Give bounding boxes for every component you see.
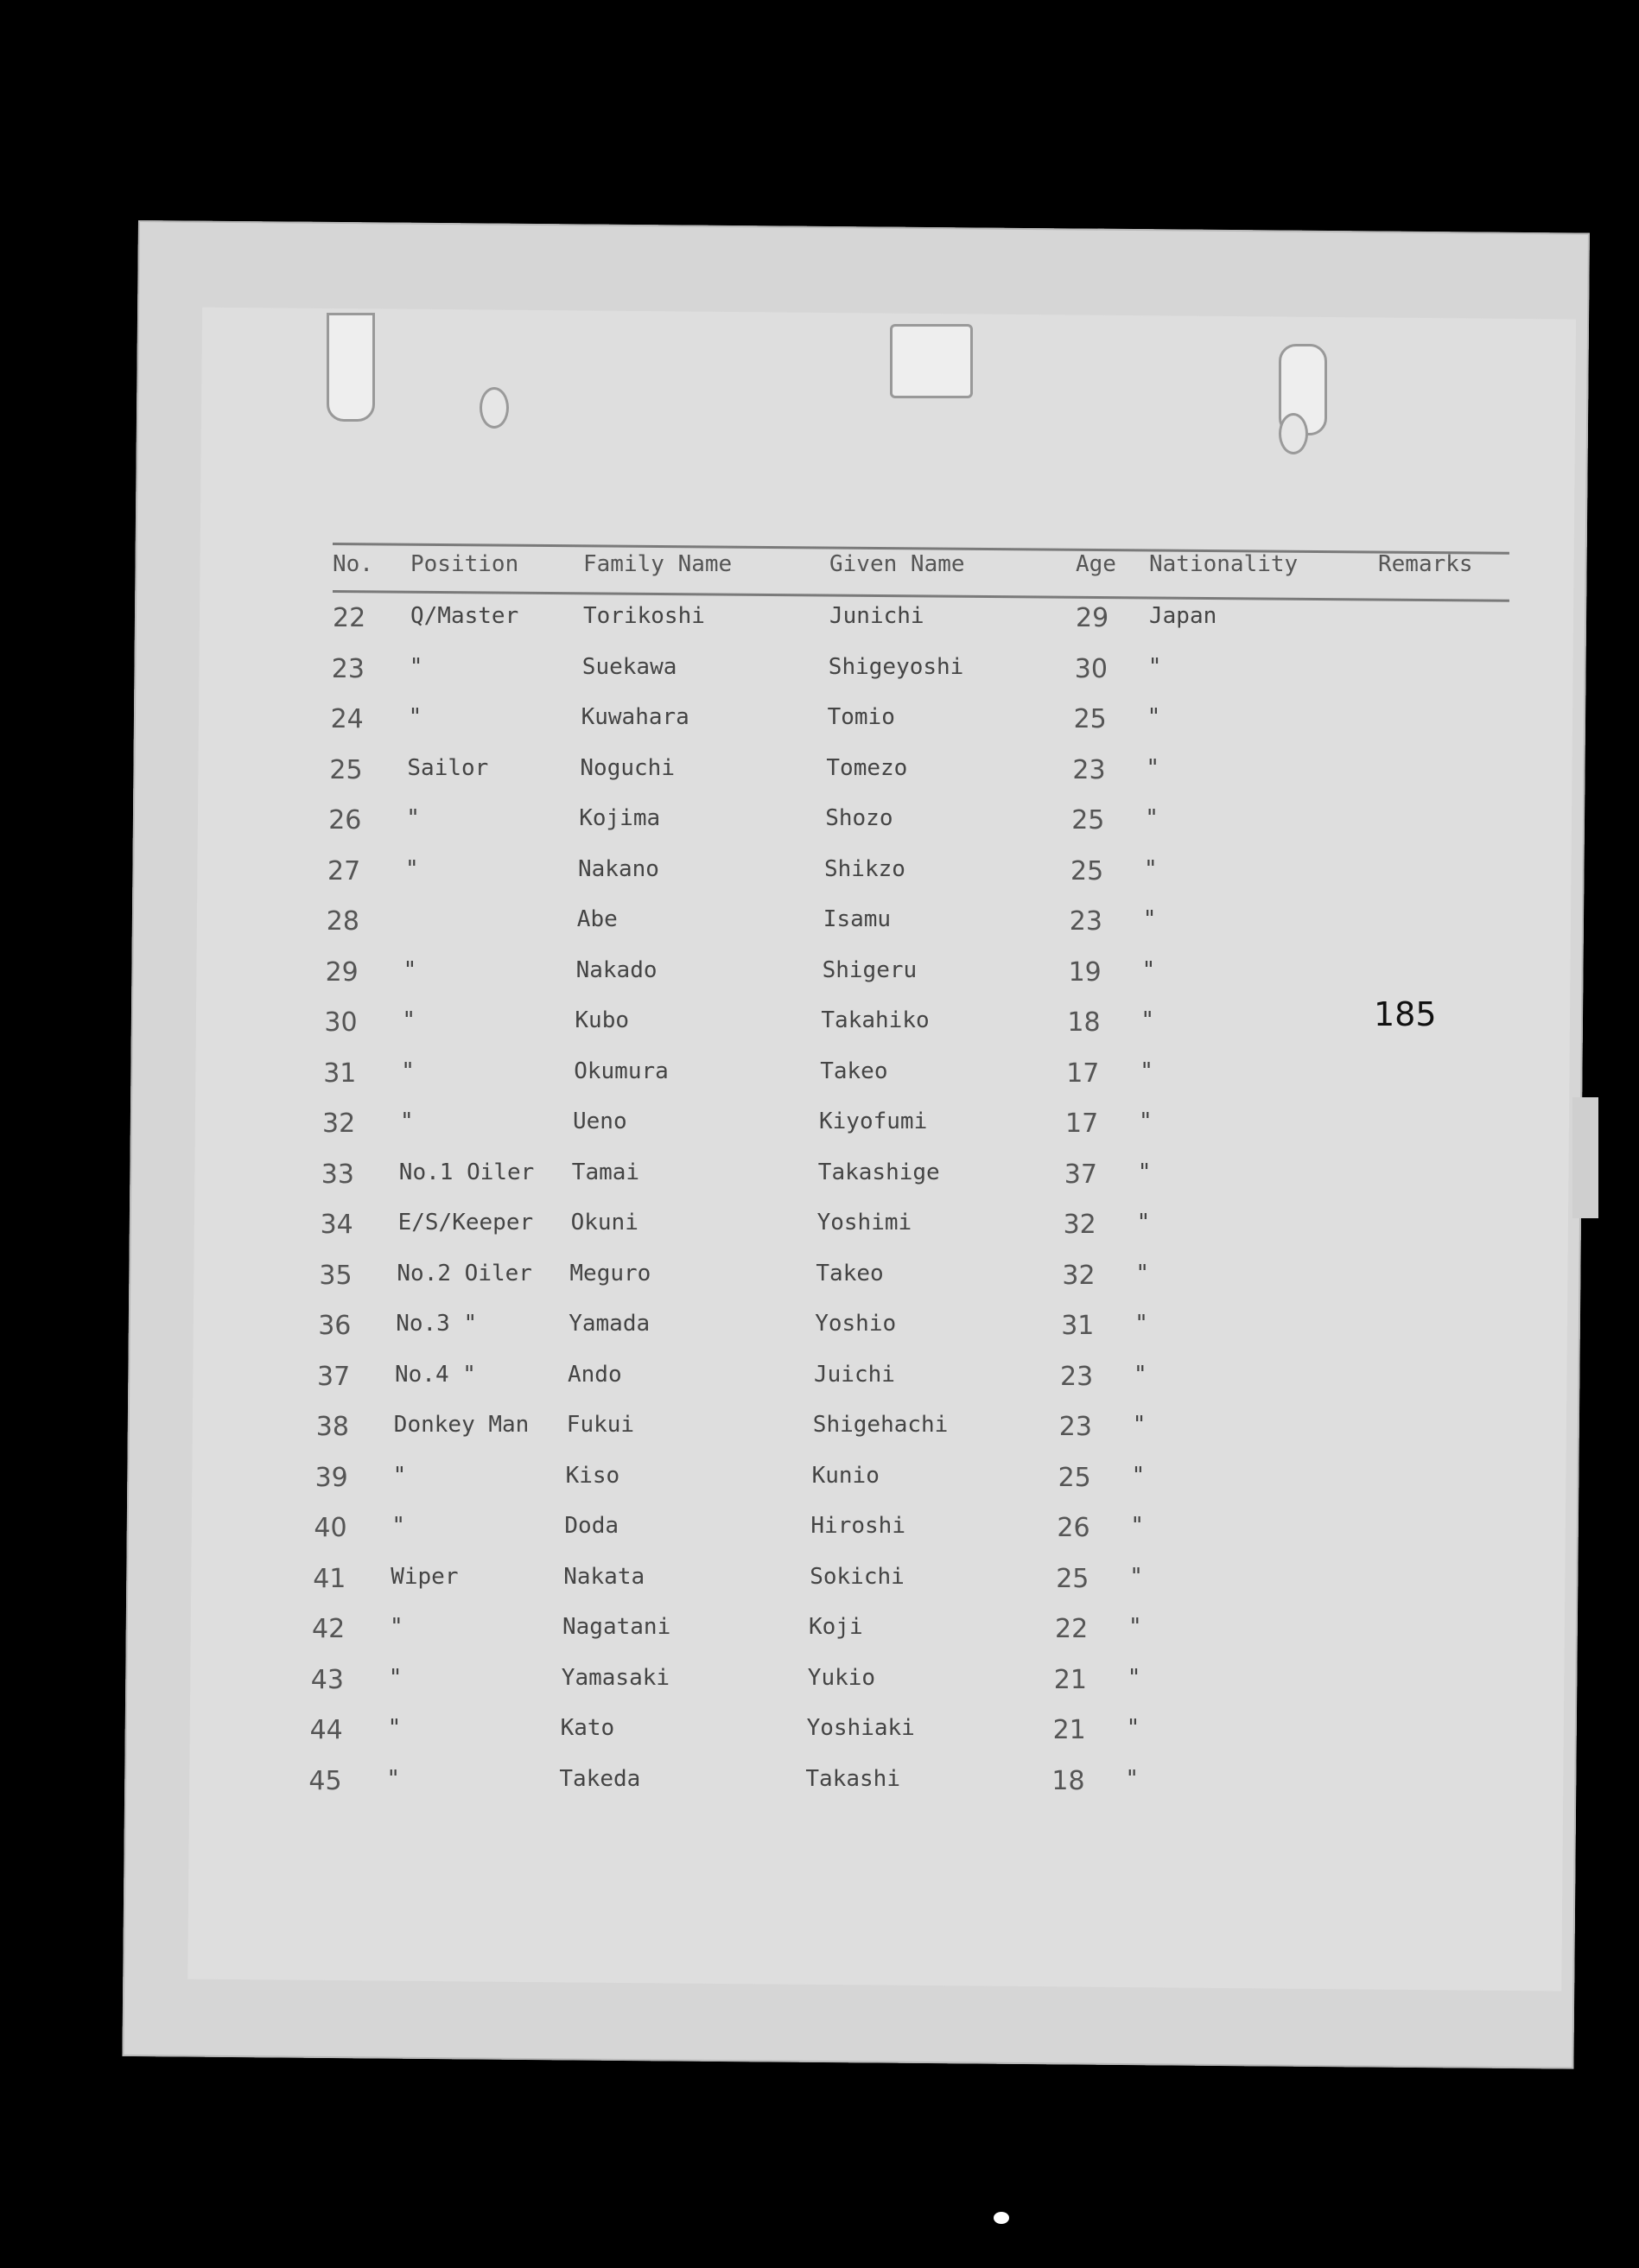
row-age: 23 bbox=[1058, 1412, 1092, 1442]
row-family-name: Yamasaki bbox=[561, 1664, 670, 1691]
row-given-name: Shikzo bbox=[824, 855, 905, 882]
table-row bbox=[327, 856, 1511, 907]
header-nationality: Nationality bbox=[1149, 551, 1299, 577]
table-row bbox=[315, 1463, 1499, 1514]
row-age: 21 bbox=[1053, 1664, 1087, 1695]
header-age: Age bbox=[1076, 551, 1116, 577]
header-position: Position bbox=[410, 551, 519, 577]
row-nationality: " bbox=[1146, 754, 1160, 781]
row-position: " bbox=[392, 1462, 407, 1489]
row-nationality: " bbox=[1137, 1159, 1152, 1185]
row-nationality: " bbox=[1142, 906, 1157, 932]
row-number: 35 bbox=[319, 1260, 353, 1291]
row-nationality: " bbox=[1125, 1765, 1140, 1792]
row-number: 39 bbox=[314, 1462, 348, 1493]
row-age: 30 bbox=[1074, 653, 1108, 684]
row-given-name: Sokichi bbox=[810, 1563, 905, 1590]
row-nationality: " bbox=[1134, 1361, 1147, 1388]
row-family-name: Ueno bbox=[573, 1109, 627, 1134]
row-age: 37 bbox=[1064, 1159, 1097, 1190]
row-family-name: Nakado bbox=[575, 956, 658, 983]
row-age: 18 bbox=[1051, 1765, 1085, 1796]
row-position: " bbox=[388, 1664, 403, 1691]
row-position: " bbox=[386, 1765, 401, 1792]
row-number: 22 bbox=[333, 603, 366, 633]
row-nationality: " bbox=[1136, 1210, 1151, 1236]
row-nationality: " bbox=[1147, 653, 1162, 680]
table-header-row bbox=[333, 551, 1516, 603]
row-position: " bbox=[387, 1715, 402, 1741]
table-row bbox=[319, 1261, 1502, 1312]
row-given-name: Juichi bbox=[814, 1361, 895, 1388]
row-age: 32 bbox=[1063, 1210, 1096, 1240]
table-row bbox=[322, 1109, 1506, 1159]
speck bbox=[994, 2212, 1009, 2224]
row-family-name: Kojima bbox=[579, 805, 661, 831]
row-number: 23 bbox=[331, 653, 365, 684]
row-family-name: Nagatani bbox=[562, 1614, 671, 1640]
row-number: 26 bbox=[328, 805, 362, 835]
row-given-name: Isamu bbox=[823, 906, 892, 932]
table-row bbox=[312, 1614, 1496, 1665]
row-number: 43 bbox=[310, 1664, 344, 1695]
row-given-name: Shigeyoshi bbox=[828, 653, 964, 680]
row-nationality: " bbox=[1127, 1664, 1141, 1691]
row-position: No.3 " bbox=[396, 1311, 478, 1337]
row-number: 27 bbox=[327, 855, 361, 886]
row-position: " bbox=[390, 1614, 403, 1640]
table-row bbox=[329, 755, 1513, 806]
row-number: 32 bbox=[322, 1109, 356, 1139]
row-given-name: Takeo bbox=[816, 1260, 884, 1286]
under-sheet-edge bbox=[1572, 1097, 1598, 1218]
binder-clip-left bbox=[327, 313, 375, 422]
table-row bbox=[316, 1412, 1500, 1463]
row-family-name: Kato bbox=[560, 1715, 615, 1741]
row-position: Sailor bbox=[407, 754, 489, 781]
row-family-name: Noguchi bbox=[580, 754, 675, 781]
row-family-name: Kiso bbox=[565, 1462, 620, 1489]
row-age: 23 bbox=[1069, 906, 1102, 937]
row-position: " bbox=[406, 805, 420, 831]
table-row bbox=[327, 906, 1510, 957]
row-number: 40 bbox=[314, 1513, 347, 1543]
row-age: 17 bbox=[1065, 1109, 1099, 1139]
row-position: No.2 Oiler bbox=[397, 1260, 532, 1286]
row-age: 25 bbox=[1056, 1563, 1089, 1594]
row-nationality: " bbox=[1129, 1563, 1143, 1590]
row-number: 44 bbox=[309, 1715, 343, 1745]
row-given-name: Shigeru bbox=[822, 956, 918, 983]
row-nationality: " bbox=[1144, 855, 1158, 882]
row-position: " bbox=[405, 855, 419, 882]
row-nationality: " bbox=[1126, 1715, 1140, 1741]
row-position: Wiper bbox=[391, 1563, 459, 1590]
row-family-name: Yamada bbox=[569, 1311, 651, 1337]
row-position: " bbox=[403, 956, 417, 983]
table-row bbox=[308, 1766, 1492, 1817]
row-age: 22 bbox=[1055, 1614, 1089, 1644]
row-age: 17 bbox=[1066, 1058, 1100, 1089]
row-family-name: Okumura bbox=[574, 1058, 669, 1084]
row-nationality: " bbox=[1128, 1614, 1142, 1640]
table-row bbox=[332, 654, 1515, 705]
table-row bbox=[317, 1362, 1501, 1413]
row-position: " bbox=[409, 653, 423, 680]
row-given-name: Takahiko bbox=[821, 1007, 930, 1033]
table-row bbox=[326, 957, 1509, 1008]
row-number: 25 bbox=[329, 754, 363, 785]
row-nationality: " bbox=[1140, 1007, 1155, 1033]
row-nationality: " bbox=[1141, 956, 1156, 983]
row-nationality: " bbox=[1131, 1462, 1146, 1489]
row-family-name: Fukui bbox=[566, 1412, 635, 1438]
row-position: No.1 Oiler bbox=[398, 1159, 535, 1185]
row-family-name: Abe bbox=[576, 906, 618, 932]
row-age: 18 bbox=[1067, 1007, 1101, 1038]
table-row bbox=[323, 1058, 1507, 1109]
row-given-name: Yoshio bbox=[815, 1311, 897, 1337]
row-nationality: " bbox=[1147, 704, 1161, 730]
row-given-name: Takeo bbox=[820, 1058, 888, 1084]
row-number: 45 bbox=[308, 1765, 342, 1796]
table-row bbox=[310, 1715, 1494, 1766]
table-row bbox=[313, 1564, 1496, 1615]
row-position: " bbox=[402, 1007, 416, 1033]
table-row bbox=[328, 805, 1512, 856]
table-row bbox=[333, 603, 1516, 654]
row-family-name: Okuni bbox=[570, 1210, 638, 1236]
row-number: 31 bbox=[323, 1058, 357, 1089]
row-number: 36 bbox=[318, 1311, 352, 1341]
row-nationality: " bbox=[1135, 1260, 1150, 1286]
row-nationality: " bbox=[1132, 1412, 1147, 1438]
row-given-name: Koji bbox=[809, 1614, 863, 1640]
punch-hole-right bbox=[1279, 413, 1308, 454]
header-family-name: Family Name bbox=[583, 551, 733, 577]
row-family-name: Doda bbox=[564, 1513, 619, 1539]
row-position: " bbox=[401, 1058, 415, 1084]
crew-list-table bbox=[308, 551, 1516, 1816]
row-family-name: Kuwahara bbox=[581, 704, 689, 730]
row-family-name: Tamai bbox=[571, 1159, 640, 1185]
row-number: 34 bbox=[320, 1210, 353, 1240]
header-given-name: Given Name bbox=[829, 551, 965, 577]
row-given-name: Tomezo bbox=[826, 754, 908, 781]
row-age: 31 bbox=[1061, 1311, 1095, 1341]
row-position: Q/Master bbox=[410, 603, 519, 629]
row-age: 25 bbox=[1073, 704, 1107, 734]
row-given-name: Yukio bbox=[807, 1664, 876, 1691]
row-given-name: Takashige bbox=[817, 1159, 940, 1185]
row-number: 41 bbox=[313, 1563, 346, 1594]
row-position: Donkey Man bbox=[393, 1412, 530, 1438]
row-family-name: Torikoshi bbox=[583, 603, 705, 629]
row-number: 30 bbox=[324, 1007, 358, 1038]
row-nationality: " bbox=[1139, 1109, 1153, 1134]
punch-hole-left bbox=[480, 387, 509, 429]
row-given-name: Yoshimi bbox=[816, 1210, 912, 1236]
row-number: 28 bbox=[326, 906, 359, 937]
row-family-name: Takeda bbox=[559, 1765, 641, 1792]
row-position: No.4 " bbox=[395, 1361, 476, 1388]
row-nationality: " bbox=[1134, 1311, 1148, 1337]
table-row bbox=[324, 1007, 1508, 1058]
row-age: 23 bbox=[1072, 754, 1106, 785]
row-given-name: Tomio bbox=[827, 704, 895, 730]
header-no: No. bbox=[333, 551, 373, 577]
row-position: E/S/Keeper bbox=[397, 1210, 534, 1236]
row-family-name: Kubo bbox=[575, 1007, 630, 1033]
row-nationality: " bbox=[1130, 1513, 1145, 1539]
row-family-name: Suekawa bbox=[581, 653, 677, 680]
row-number: 29 bbox=[325, 956, 359, 988]
table-row bbox=[331, 704, 1515, 755]
row-nationality: " bbox=[1140, 1058, 1153, 1084]
row-age: 25 bbox=[1071, 805, 1105, 835]
row-age: 19 bbox=[1068, 956, 1102, 988]
row-position: " bbox=[391, 1513, 406, 1539]
row-given-name: Yoshiaki bbox=[806, 1715, 915, 1741]
row-age: 21 bbox=[1052, 1715, 1086, 1745]
row-number: 42 bbox=[312, 1614, 346, 1644]
row-given-name: Takashi bbox=[805, 1765, 900, 1792]
row-nationality: Japan bbox=[1149, 603, 1217, 629]
row-age: 25 bbox=[1058, 1462, 1091, 1493]
row-number: 33 bbox=[321, 1159, 354, 1190]
row-age: 23 bbox=[1060, 1361, 1094, 1392]
header-remarks: Remarks bbox=[1378, 551, 1473, 577]
row-age: 29 bbox=[1076, 603, 1109, 633]
row-position: " bbox=[408, 704, 422, 730]
row-age: 32 bbox=[1062, 1260, 1096, 1291]
row-age: 25 bbox=[1070, 855, 1104, 886]
sheet-number: 185 bbox=[1374, 995, 1437, 1033]
row-given-name: Shigehachi bbox=[812, 1412, 949, 1438]
row-nationality: " bbox=[1145, 805, 1159, 831]
table-row bbox=[314, 1513, 1497, 1564]
row-given-name: Kunio bbox=[811, 1462, 880, 1489]
row-number: 37 bbox=[317, 1361, 351, 1392]
row-given-name: Shozo bbox=[825, 805, 893, 831]
table-row bbox=[321, 1210, 1504, 1261]
row-family-name: Nakata bbox=[563, 1563, 645, 1590]
row-position: " bbox=[400, 1109, 414, 1134]
row-number: 24 bbox=[330, 704, 364, 734]
binder-clip-middle bbox=[890, 324, 973, 398]
row-given-name: Hiroshi bbox=[810, 1513, 905, 1539]
table-row bbox=[321, 1159, 1505, 1210]
row-number: 38 bbox=[315, 1412, 349, 1442]
row-family-name: Ando bbox=[568, 1361, 622, 1388]
row-family-name: Nakano bbox=[578, 855, 659, 882]
table-body bbox=[308, 603, 1516, 1816]
row-family-name: Meguro bbox=[569, 1260, 651, 1286]
table-row bbox=[311, 1665, 1495, 1716]
table-row bbox=[318, 1311, 1502, 1362]
row-age: 26 bbox=[1057, 1513, 1090, 1543]
row-given-name: Junichi bbox=[829, 603, 924, 629]
row-given-name: Kiyofumi bbox=[819, 1109, 928, 1134]
